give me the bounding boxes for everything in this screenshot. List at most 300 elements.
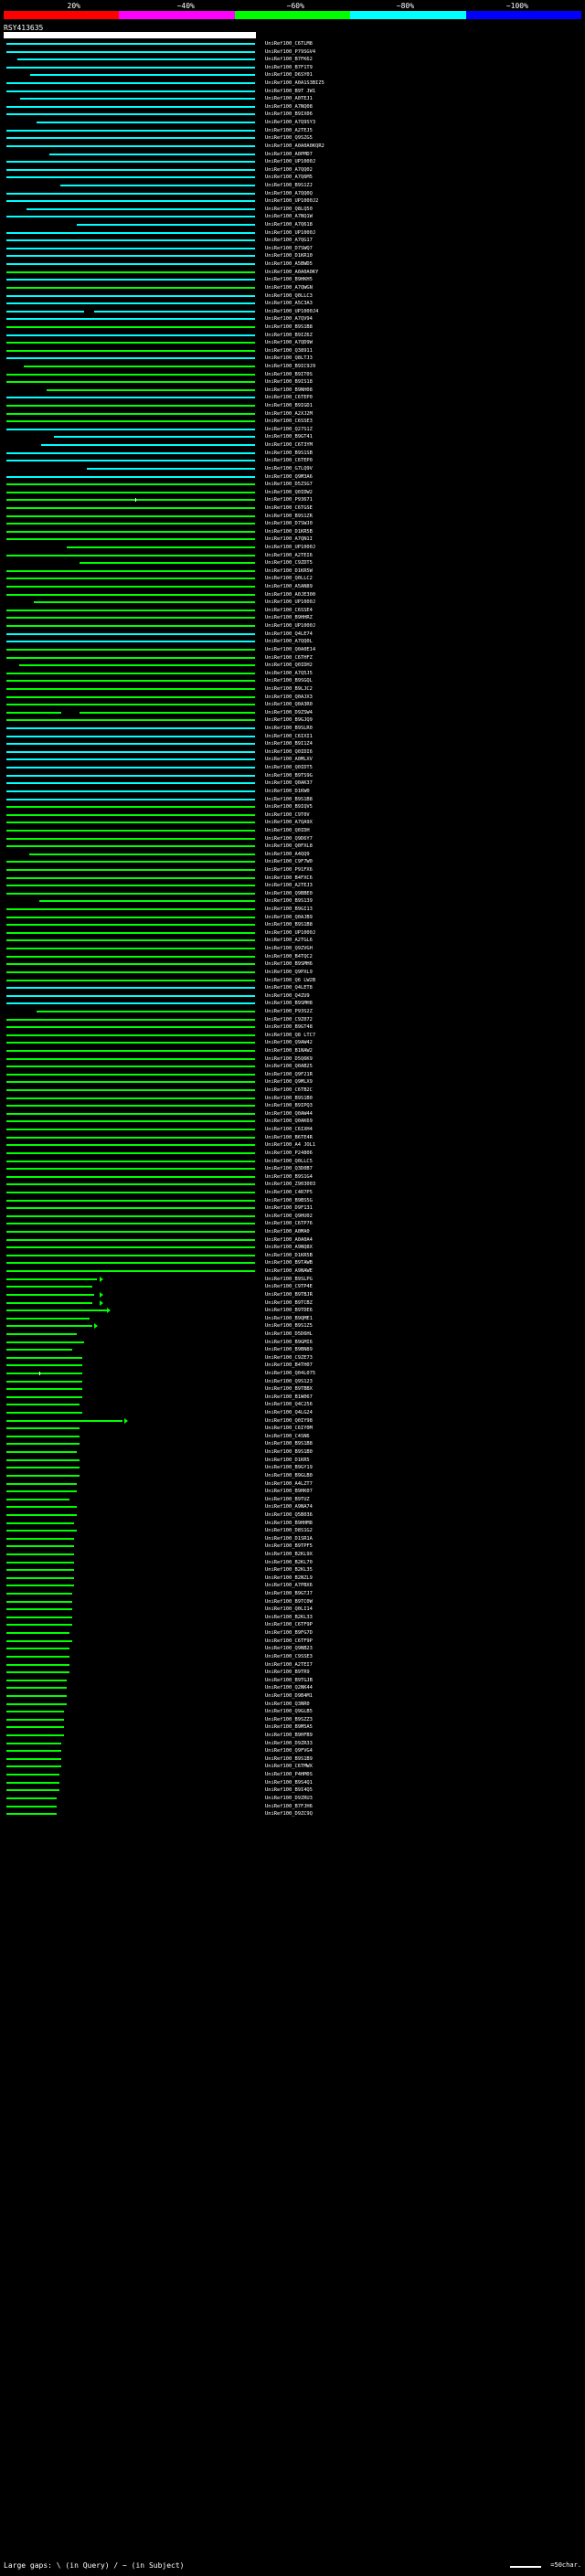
hit-label[interactable]: UniRef100_B9S1B8 — [265, 1441, 313, 1447]
hsp-bar[interactable] — [4, 515, 256, 517]
hsp-bar[interactable] — [4, 538, 256, 540]
hsp-bar[interactable] — [4, 1806, 256, 1807]
hsp-bar[interactable] — [4, 1750, 256, 1752]
hsp-bar[interactable] — [4, 758, 256, 760]
hit-label[interactable]: UniRef100_B7F1T9 — [265, 64, 313, 70]
hit-row[interactable] — [4, 1339, 581, 1347]
hsp-bar[interactable] — [4, 169, 256, 171]
hsp-bar[interactable] — [4, 452, 256, 454]
hit-row[interactable] — [4, 56, 581, 64]
hsp-bar[interactable] — [4, 185, 256, 186]
hit-row[interactable] — [4, 725, 581, 733]
hit-row[interactable] — [4, 1078, 581, 1087]
hit-row[interactable] — [4, 1457, 581, 1465]
hsp-bar[interactable] — [4, 492, 256, 493]
hit-row[interactable] — [4, 1330, 581, 1339]
hsp-bar[interactable] — [4, 1514, 256, 1516]
hit-row[interactable] — [4, 1692, 581, 1701]
hit-label[interactable]: UniRef100_Q0AK37 — [265, 780, 313, 787]
hit-label[interactable]: UniRef100_B9SLPG — [265, 1276, 313, 1282]
hit-row[interactable] — [4, 127, 581, 135]
hit-label[interactable]: UniRef100_B9TS9G — [265, 772, 313, 779]
hit-row[interactable] — [4, 245, 581, 253]
hsp-bar[interactable] — [4, 1695, 256, 1697]
hit-row[interactable] — [4, 1779, 581, 1787]
hit-row[interactable] — [4, 897, 581, 906]
hsp-bar[interactable] — [4, 1499, 256, 1500]
hsp-bar[interactable] — [4, 507, 256, 509]
hit-label[interactable]: UniRef100_B9GLB0 — [265, 1472, 313, 1479]
hit-row[interactable] — [4, 1417, 581, 1426]
hsp-bar[interactable] — [4, 1152, 256, 1154]
hit-row[interactable] — [4, 1087, 581, 1095]
hit-label[interactable]: UniRef100_B9I1Z4 — [265, 741, 313, 747]
hsp-bar[interactable] — [4, 767, 256, 769]
hit-row[interactable] — [4, 252, 581, 260]
hsp-bar[interactable] — [4, 1074, 256, 1076]
hit-row[interactable] — [4, 489, 581, 497]
hit-row[interactable] — [4, 559, 581, 567]
hsp-bar[interactable] — [4, 98, 256, 100]
hit-row[interactable] — [4, 1755, 581, 1764]
hit-label[interactable]: UniRef100_Q8 LTC7 — [265, 1032, 316, 1038]
hit-row[interactable] — [4, 1723, 581, 1732]
hit-row[interactable] — [4, 1708, 581, 1716]
hit-row[interactable] — [4, 1158, 581, 1166]
hit-row[interactable] — [4, 851, 581, 859]
hit-row[interactable] — [4, 80, 581, 88]
hsp-bar[interactable] — [4, 664, 256, 666]
hsp-bar[interactable] — [4, 736, 256, 737]
hit-row[interactable] — [4, 1433, 581, 1441]
hsp-bar[interactable] — [4, 995, 256, 997]
hsp-bar[interactable] — [4, 263, 256, 265]
hsp-bar[interactable] — [4, 1782, 256, 1784]
hit-label[interactable]: UniRef100_A2TGL6 — [265, 938, 313, 944]
hsp-bar[interactable] — [4, 1538, 256, 1540]
hit-label[interactable]: UniRef100_C9SSE3 — [265, 1653, 313, 1659]
hsp-bar[interactable] — [4, 806, 256, 808]
hit-row[interactable] — [4, 1023, 581, 1032]
hit-row[interactable] — [4, 260, 581, 269]
hit-row[interactable] — [4, 473, 581, 482]
hit-label[interactable]: UniRef100_B9SZZ3 — [265, 1716, 313, 1723]
hsp-bar[interactable] — [4, 1065, 256, 1067]
hit-row[interactable] — [4, 646, 581, 654]
hit-row[interactable] — [4, 1566, 581, 1574]
hsp-bar[interactable] — [4, 444, 256, 446]
hsp-bar[interactable] — [4, 1789, 256, 1791]
hit-row[interactable] — [4, 1181, 581, 1189]
hsp-bar[interactable] — [4, 1774, 256, 1776]
hit-label[interactable]: UniRef100_UP1000J — [265, 929, 316, 936]
hit-label[interactable]: UniRef100_B9HHRZ — [265, 615, 313, 621]
hsp-bar[interactable] — [4, 1168, 256, 1170]
hit-row[interactable] — [4, 308, 581, 316]
hit-row[interactable] — [4, 1810, 581, 1818]
hsp-bar[interactable] — [4, 130, 256, 132]
hit-row[interactable] — [4, 819, 581, 827]
hit-row[interactable] — [4, 174, 581, 182]
hit-row[interactable] — [4, 1614, 581, 1622]
hsp-bar[interactable] — [4, 1026, 256, 1028]
hsp-bar[interactable] — [4, 1483, 256, 1485]
hsp-bar[interactable] — [4, 82, 256, 84]
hit-label[interactable]: UniRef100_Q3D0B7 — [265, 1166, 313, 1172]
hit-label[interactable]: UniRef100_B9S1B9 — [265, 1755, 313, 1762]
hit-row[interactable] — [4, 984, 581, 992]
hit-label[interactable]: UniRef100_D1KR5B — [265, 528, 313, 535]
hsp-bar[interactable] — [4, 1318, 256, 1320]
hit-label[interactable]: UniRef100_B2NZL9 — [265, 1574, 313, 1581]
hit-label[interactable]: UniRef100_Q0A3R0 — [265, 702, 313, 708]
hsp-bar[interactable] — [4, 154, 256, 155]
hsp-bar[interactable] — [4, 58, 256, 60]
hsp-bar[interactable] — [4, 1640, 256, 1642]
hsp-bar[interactable] — [4, 1608, 256, 1610]
hit-row[interactable] — [4, 151, 581, 159]
hit-row[interactable] — [4, 1008, 581, 1016]
hsp-bar[interactable] — [4, 1192, 256, 1193]
hsp-bar[interactable] — [4, 704, 256, 705]
hsp-bar[interactable] — [4, 1373, 256, 1374]
hit-row[interactable] — [4, 583, 581, 591]
hit-label[interactable]: UniRef100_D1SR1A — [265, 1535, 313, 1542]
hit-label[interactable]: UniRef100_B9S1B0 — [265, 1095, 313, 1101]
hsp-bar[interactable] — [4, 1246, 256, 1248]
hit-row[interactable] — [4, 788, 581, 796]
hsp-bar[interactable] — [4, 1215, 256, 1217]
hit-row[interactable] — [4, 835, 581, 843]
hit-label[interactable]: UniRef100_Q9M3A6 — [265, 473, 313, 480]
hit-row[interactable] — [4, 1488, 581, 1496]
hsp-bar[interactable] — [4, 649, 256, 651]
hit-label[interactable]: UniRef100_B9S1B8 — [265, 796, 313, 802]
hsp-bar[interactable] — [4, 1058, 256, 1060]
hit-label[interactable]: UniRef100_D1KW0 — [265, 788, 310, 794]
hit-row[interactable] — [4, 206, 581, 214]
hit-label[interactable]: UniRef100_C6THFZ — [265, 654, 313, 661]
hit-row[interactable] — [4, 426, 581, 434]
hit-row[interactable] — [4, 1259, 581, 1267]
hit-label[interactable]: UniRef100_P4HM0S — [265, 1772, 313, 1778]
hit-row[interactable] — [4, 1511, 581, 1520]
hit-row[interactable] — [4, 716, 581, 725]
hsp-bar[interactable] — [4, 1388, 256, 1390]
hit-row[interactable] — [4, 1747, 581, 1755]
hit-label[interactable]: UniRef100_B6TE4R — [265, 1134, 313, 1140]
hit-label[interactable]: UniRef100_A0TEJ1 — [265, 96, 313, 102]
hsp-bar[interactable] — [4, 1734, 256, 1736]
hit-label[interactable]: UniRef100_C6TGSE — [265, 504, 313, 511]
hit-label[interactable]: UniRef100_UP1000J — [265, 229, 316, 236]
hit-label[interactable]: UniRef100_B9NH08 — [265, 387, 313, 393]
hsp-bar[interactable] — [4, 224, 256, 226]
hit-label[interactable]: UniRef100_Q38911 — [265, 347, 313, 354]
hit-label[interactable]: UniRef100_A7QG17 — [265, 238, 313, 244]
hit-row[interactable] — [4, 1213, 581, 1221]
hsp-bar[interactable] — [4, 1490, 256, 1492]
hit-label[interactable]: UniRef100_C6SSE4 — [265, 607, 313, 613]
hit-row[interactable] — [4, 701, 581, 709]
hit-row[interactable] — [4, 1039, 581, 1047]
hit-row[interactable] — [4, 1653, 581, 1661]
hit-row[interactable] — [4, 71, 581, 80]
hit-label[interactable]: UniRef100_B9GTJ7 — [265, 1591, 313, 1597]
hit-label[interactable]: UniRef100_B9IZ6Z — [265, 332, 313, 338]
hsp-bar[interactable] — [4, 1632, 256, 1634]
hit-label[interactable]: UniRef100_Q8LTJ3 — [265, 355, 313, 362]
hit-row[interactable] — [4, 1574, 581, 1583]
hit-row[interactable] — [4, 441, 581, 450]
hsp-bar[interactable] — [4, 1325, 256, 1327]
hit-row[interactable] — [4, 221, 581, 229]
hsp-bar[interactable] — [4, 420, 256, 422]
hit-row[interactable] — [4, 237, 581, 245]
hit-label[interactable]: UniRef100_B9IGD1 — [265, 403, 313, 409]
hsp-bar[interactable] — [4, 939, 256, 941]
hsp-bar[interactable] — [4, 845, 256, 847]
hit-row[interactable] — [4, 677, 581, 685]
hit-row[interactable] — [4, 552, 581, 560]
hsp-bar[interactable] — [4, 987, 256, 989]
hsp-bar[interactable] — [4, 1042, 256, 1044]
hit-label[interactable]: UniRef100_B9S1ZJ — [265, 182, 313, 188]
hit-label[interactable]: UniRef100_B9BN89 — [265, 1347, 313, 1353]
hit-label[interactable]: UniRef100_C6TMWX — [265, 1764, 313, 1770]
hit-label[interactable]: UniRef100_B9HKH5 — [265, 277, 313, 283]
hsp-bar[interactable] — [4, 1081, 256, 1083]
hsp-bar[interactable] — [4, 932, 256, 934]
hit-label[interactable]: UniRef100_C6TF9P — [265, 1638, 313, 1644]
hsp-bar[interactable] — [4, 1255, 256, 1256]
hit-row[interactable] — [4, 1354, 581, 1362]
hit-label[interactable]: UniRef100_B9HHM8 — [265, 1520, 313, 1526]
hit-row[interactable] — [4, 1055, 581, 1064]
hit-label[interactable]: UniRef100_UP1000J — [265, 545, 316, 550]
hit-label[interactable]: UniRef100_Q9S123 — [265, 1378, 313, 1384]
hit-row[interactable] — [4, 213, 581, 221]
hit-row[interactable] — [4, 567, 581, 576]
hit-row[interactable] — [4, 1244, 581, 1252]
hsp-bar[interactable] — [4, 1459, 256, 1461]
hit-label[interactable]: UniRef100_B9TAWB — [265, 1260, 313, 1267]
hit-row[interactable] — [4, 504, 581, 513]
hsp-bar[interactable] — [4, 499, 256, 501]
hit-row[interactable] — [4, 622, 581, 631]
hit-label[interactable]: UniRef100_B9IC9J9 — [265, 363, 316, 369]
hit-label[interactable]: UniRef100_D9F131 — [265, 1205, 313, 1212]
hit-label[interactable]: UniRef100_Q9MLX9 — [265, 1079, 313, 1086]
hsp-bar[interactable] — [4, 255, 256, 257]
hit-row[interactable] — [4, 1496, 581, 1504]
hsp-bar[interactable] — [4, 1089, 256, 1091]
hsp-bar[interactable] — [4, 176, 256, 178]
hit-label[interactable]: UniRef100_B9BS5G — [265, 1197, 313, 1203]
hit-row[interactable] — [4, 371, 581, 379]
hit-label[interactable]: UniRef100_A4LZT7 — [265, 1480, 313, 1487]
hsp-bar[interactable] — [4, 688, 256, 690]
hit-row[interactable] — [4, 355, 581, 363]
hit-label[interactable]: UniRef100_B9TGJB — [265, 1677, 313, 1683]
hit-label[interactable]: UniRef100_A0A1S3BIZ5 — [265, 80, 324, 87]
hit-label[interactable]: UniRef100_B7FJH6 — [265, 1803, 313, 1809]
hsp-bar[interactable] — [4, 727, 256, 729]
hit-label[interactable]: UniRef100_C6IXH4 — [265, 1127, 313, 1133]
hsp-bar[interactable] — [4, 67, 256, 69]
hsp-bar[interactable] — [4, 900, 256, 902]
hsp-bar[interactable] — [4, 113, 256, 115]
hit-row[interactable] — [4, 1204, 581, 1213]
hit-row[interactable] — [4, 1016, 581, 1024]
hsp-bar[interactable] — [4, 1097, 256, 1099]
hit-row[interactable] — [4, 1629, 581, 1638]
hit-row[interactable] — [4, 40, 581, 48]
hit-label[interactable]: UniRef100_UP1000J — [265, 599, 316, 606]
hit-row[interactable] — [4, 1283, 581, 1291]
hit-row[interactable] — [4, 1000, 581, 1008]
hsp-bar[interactable] — [4, 1034, 256, 1036]
hsp-bar[interactable] — [4, 1726, 256, 1728]
hsp-bar[interactable] — [4, 1341, 256, 1343]
hit-row[interactable] — [4, 1661, 581, 1670]
hit-row[interactable] — [4, 88, 581, 96]
hsp-bar[interactable] — [4, 601, 256, 603]
hit-label[interactable]: UniRef100_Q9PXL9 — [265, 969, 313, 975]
hit-row[interactable] — [4, 638, 581, 646]
hit-row[interactable] — [4, 1598, 581, 1606]
hit-row[interactable] — [4, 402, 581, 410]
hit-row[interactable] — [4, 378, 581, 387]
hit-row[interactable] — [4, 1032, 581, 1040]
hit-label[interactable]: UniRef100_Q9NB23 — [265, 1646, 313, 1652]
hit-label[interactable]: UniRef100_A4QQ9 — [265, 851, 310, 857]
hit-label[interactable]: UniRef100_A7Q5J5 — [265, 670, 313, 676]
hsp-bar[interactable] — [4, 193, 256, 195]
hit-label[interactable]: UniRef100_B9GT48 — [265, 1024, 313, 1031]
hit-label[interactable]: UniRef100_B9S139 — [265, 898, 313, 905]
hit-label[interactable]: UniRef100_C6TB2C — [265, 1087, 313, 1094]
hit-label[interactable]: UniRef100_Q0LLC3 — [265, 292, 313, 299]
hsp-bar[interactable] — [4, 1011, 256, 1012]
hsp-bar[interactable] — [4, 1183, 256, 1185]
hsp-bar[interactable] — [4, 948, 256, 949]
hsp-bar[interactable] — [4, 1553, 256, 1555]
hsp-bar[interactable] — [4, 311, 256, 313]
hit-row[interactable] — [4, 827, 581, 835]
hsp-bar[interactable] — [4, 1144, 256, 1146]
hsp-bar[interactable] — [4, 232, 256, 234]
hsp-bar[interactable] — [4, 562, 256, 564]
hit-label[interactable]: UniRef100_B9TC0W — [265, 1598, 313, 1605]
hit-row[interactable] — [4, 1385, 581, 1394]
hit-row[interactable] — [4, 1252, 581, 1260]
hit-label[interactable]: UniRef100_Q9HU02 — [265, 1213, 313, 1219]
hit-row[interactable] — [4, 1228, 581, 1236]
hit-row[interactable] — [4, 284, 581, 292]
hit-row[interactable] — [4, 960, 581, 969]
hit-row[interactable] — [4, 591, 581, 599]
hit-label[interactable]: UniRef100_B9TDE6 — [265, 1308, 313, 1314]
hit-label[interactable]: UniRef100_B9TUZ — [265, 1496, 310, 1502]
hit-label[interactable]: UniRef100_Q9FVG4 — [265, 1748, 313, 1754]
hit-label[interactable]: UniRef100_A7Q6M5 — [265, 175, 313, 181]
hit-row[interactable] — [4, 875, 581, 883]
hsp-bar[interactable] — [4, 239, 256, 241]
hit-row[interactable] — [4, 1527, 581, 1535]
hsp-bar[interactable] — [4, 1396, 256, 1398]
hit-label[interactable]: UniRef100_B9TPF5 — [265, 1543, 313, 1550]
hsp-bar[interactable] — [4, 555, 256, 557]
hit-label[interactable]: UniRef100_C6T3YM — [265, 442, 313, 449]
hit-label[interactable]: UniRef100_C6TEP0 — [265, 395, 313, 401]
hit-label[interactable]: UniRef100_Q3NR0 — [265, 1701, 310, 1707]
hit-label[interactable]: UniRef100_A2XJ2M — [265, 410, 313, 417]
hit-label[interactable]: UniRef100_A9NAWE — [265, 1268, 313, 1275]
hsp-bar[interactable] — [4, 822, 256, 823]
hit-label[interactable]: UniRef100_Q4LE74 — [265, 631, 313, 637]
hit-row[interactable] — [4, 1110, 581, 1118]
hsp-bar[interactable] — [4, 216, 256, 217]
hsp-bar[interactable] — [4, 1120, 256, 1122]
hit-label[interactable]: UniRef100_A0MA0 — [265, 1229, 310, 1235]
hit-label[interactable]: UniRef100_P93S2Z — [265, 1008, 313, 1014]
hit-row[interactable] — [4, 921, 581, 929]
hit-label[interactable]: UniRef100_B9GJQ9 — [265, 717, 313, 724]
hsp-bar[interactable] — [4, 751, 256, 753]
hit-label[interactable]: UniRef100_D9B4M1 — [265, 1692, 313, 1699]
hit-label[interactable]: UniRef100_A0A0A0KY — [265, 269, 319, 275]
hit-row[interactable] — [4, 457, 581, 465]
hit-label[interactable]: UniRef100_D1KR5W — [265, 567, 313, 574]
hit-label[interactable]: UniRef100_Q4ZU9 — [265, 992, 310, 999]
hit-label[interactable]: UniRef100_Q8LQ50 — [265, 206, 313, 212]
hit-label[interactable]: UniRef100_Q4LG24 — [265, 1410, 313, 1416]
hit-row[interactable] — [4, 95, 581, 103]
hit-label[interactable]: UniRef100_UP1000J4 — [265, 308, 319, 314]
hit-label[interactable]: UniRef100_C9TP4E — [265, 1284, 313, 1290]
hit-label[interactable]: UniRef100_B9FG7D — [265, 1630, 313, 1637]
hit-label[interactable]: UniRef100_A2TEJ3 — [265, 883, 313, 889]
hit-row[interactable] — [4, 1322, 581, 1330]
hsp-bar[interactable] — [4, 893, 256, 895]
hit-label[interactable]: UniRef100_Q9GLB5 — [265, 1709, 313, 1715]
hsp-bar[interactable] — [4, 1420, 256, 1422]
hit-label[interactable]: UniRef100_A5C3A3 — [265, 301, 313, 307]
hsp-bar[interactable] — [4, 1231, 256, 1233]
hit-row[interactable] — [4, 811, 581, 820]
hit-label[interactable]: UniRef100_Q0IDI6 — [265, 748, 313, 755]
hit-label[interactable]: UniRef100_B2KL35 — [265, 1567, 313, 1574]
hit-label[interactable]: UniRef100_A7QQ02 — [265, 166, 313, 173]
hit-row[interactable] — [4, 709, 581, 717]
hsp-bar[interactable] — [4, 790, 256, 792]
hit-label[interactable]: UniRef100_A5AN89 — [265, 584, 313, 590]
hit-label[interactable]: UniRef100_A7QN1I — [265, 536, 313, 543]
hit-row[interactable] — [4, 119, 581, 127]
hit-label[interactable]: UniRef100_P24806 — [265, 1150, 313, 1156]
hit-label[interactable]: UniRef100_Q9F21R — [265, 1071, 313, 1077]
hsp-bar[interactable] — [4, 1262, 256, 1264]
hit-row[interactable] — [4, 1542, 581, 1551]
hit-row[interactable] — [4, 1716, 581, 1724]
hit-row[interactable] — [4, 977, 581, 985]
hsp-bar[interactable] — [4, 1105, 256, 1107]
hsp-bar[interactable] — [4, 1765, 256, 1767]
hit-label[interactable]: UniRef100_Q9D6Y7 — [265, 835, 313, 842]
hsp-bar[interactable] — [4, 366, 256, 367]
hsp-bar[interactable] — [4, 673, 256, 674]
